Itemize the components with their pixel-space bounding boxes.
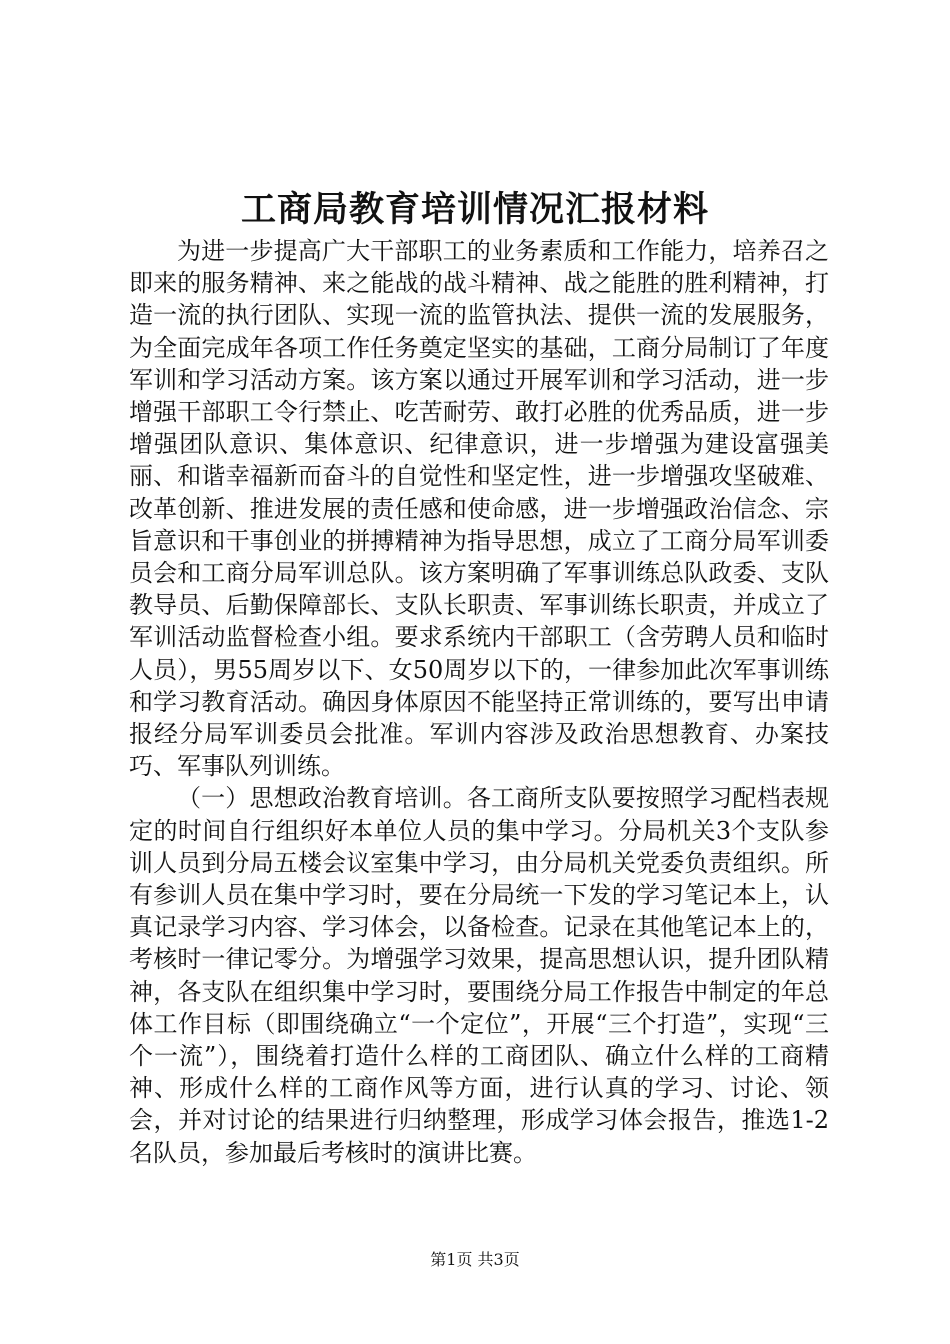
paragraph-intro: 为进一步提高广大干部职工的业务素质和工作能力，培养召之即来的服务精神、来之能战的战斗精神、战之能胜的胜利精神，打造一流的执行团队、实现一流的监管执法、提供一流的发展服务，为全面完成年各项工作任务奠定坚实的基础，工商分局制订了年度军训和学习活动方案。该方案以通过开展军训和学习活动，进一步增强干部职工令行禁止、吃苦耐劳、敢打必胜的优秀品质，进一步增强团队意识、集体意识、纪律意识，进一步增强为建设富强美丽、和谐幸福新而奋斗的自觉性和坚定性，进一步增强攻坚破难、改革创新、推进发展的责任感和使命感，进一步增强政治信念、宗旨意识和干事创业的拼搏精神为指导思想，成立了工商分局军训委员会和工商分局军训总队。该方案明确了军事训练总队政委、支队教导员、后勤保障部长、支队长职责、军事训练长职责，并成立了军训活动监督检查小组。要求系统内干部职工（含劳聘人员和临时人员），男55周岁以下、女50周岁以下的，一律参加此次军事训练和学习教育活动。确因身体原因不能坚持正常训练的，要写出申请报经分局军训委员会批准。军训内容涉及政治思想教育、办案技巧、军事队列训练。 bbox=[129, 237, 829, 781]
document-title: 工商局教育培训情况汇报材料 bbox=[240, 189, 709, 230]
page-footer: 第1页 共3页 bbox=[430, 1250, 520, 1269]
paragraph-political-education: （一）思想政治教育培训。各工商所支队要按照学习配档表规定的时间自行组织好本单位人员的集中学习。分局机关3个支队参训人员到分局五楼会议室集中学习，由分局机关党委负责组织。所有参训人员在集中学习时，要在分局统一下发的学习笔记本上，认真记录学习内容、学习体会，以备检查。记录在其他笔记本上的，考核时一律记零分。为增强学习效果，提高思想认识，提升团队精神，各支队在组织集中学习时，要围绕分局工作报告中制定的年总体工作目标（即围绕确立“一个定位”，开展“三个打造”，实现“三个一流”），围绕着打造什么样的工商团队、确立什么样的工商精神、形成什么样的工商作风等方面，进行认真的学习、讨论、领会，并对讨论的结果进行归纳整理，形成学习体会报告，推选1-2名队员，参加最后考核时的演讲比赛。 bbox=[129, 784, 829, 1167]
document-body bbox=[129, 235, 829, 1169]
